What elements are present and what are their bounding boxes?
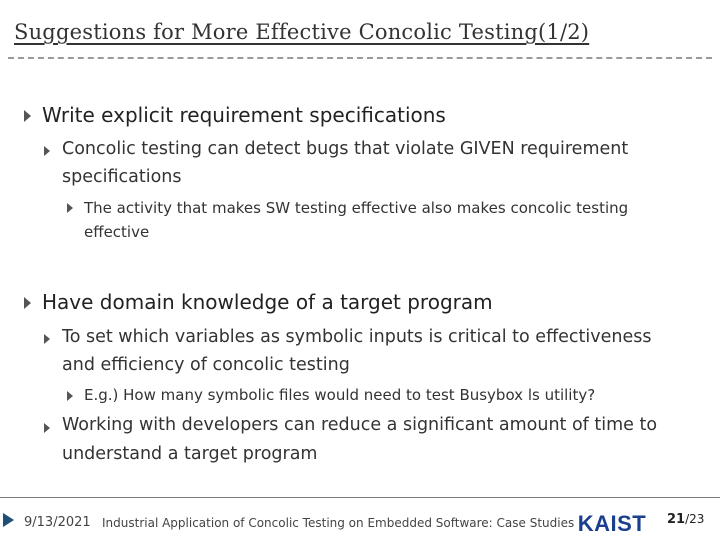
bullet-level2-line2: understand a target program: [62, 444, 318, 464]
bullet-level2-line1: Concolic testing can detect bugs that violate GIVEN requirement: [62, 139, 629, 159]
bullet-level3-line1: E.g.) How many symbolic files would need to test Busybox ls utility?: [84, 386, 596, 404]
triangle-bullet-icon: [44, 334, 50, 344]
bullet-level2-line1: Working with developers can reduce a significant amount of time to: [62, 415, 658, 435]
bullet-level3-line2: effective: [84, 223, 150, 241]
footer-divider: [0, 497, 720, 498]
page-number: [667, 512, 704, 527]
bullet-level3-line1: The activity that makes SW testing effective also makes concolic testing: [84, 199, 629, 217]
bullet-level1: Write explicit requirement specifications: [42, 103, 446, 127]
footer-date: 9/13/2021: [24, 515, 91, 530]
bullet-level1: Have domain knowledge of a target program: [42, 290, 493, 314]
triangle-bullet-icon: [67, 391, 73, 401]
triangle-bullet-icon: [44, 423, 50, 433]
bullet-level2-line1: To set which variables as symbolic inputs is critical to effectiveness: [62, 327, 652, 347]
footer-title: Industrial Application of Concolic Testing on Embedded Software: Case Studies: [102, 516, 575, 530]
kaist-logo-text: KAIST: [578, 511, 646, 536]
kaist-logo: [578, 511, 646, 536]
slide-title: Suggestions for More Effective Concolic Testing(1/2): [14, 20, 590, 44]
triangle-bullet-icon: [24, 297, 31, 309]
triangle-bullet-icon: [67, 203, 73, 213]
footer-triangle-icon: [3, 513, 14, 527]
bullet-level2-line2: specifications: [62, 167, 182, 187]
bullet-level2-line2: and efficiency of concolic testing: [62, 355, 350, 375]
triangle-bullet-icon: [24, 110, 31, 122]
triangle-bullet-icon: [44, 146, 50, 156]
page-current: 21: [667, 512, 686, 527]
title-divider: [8, 57, 712, 59]
page-total: /23: [685, 512, 705, 526]
